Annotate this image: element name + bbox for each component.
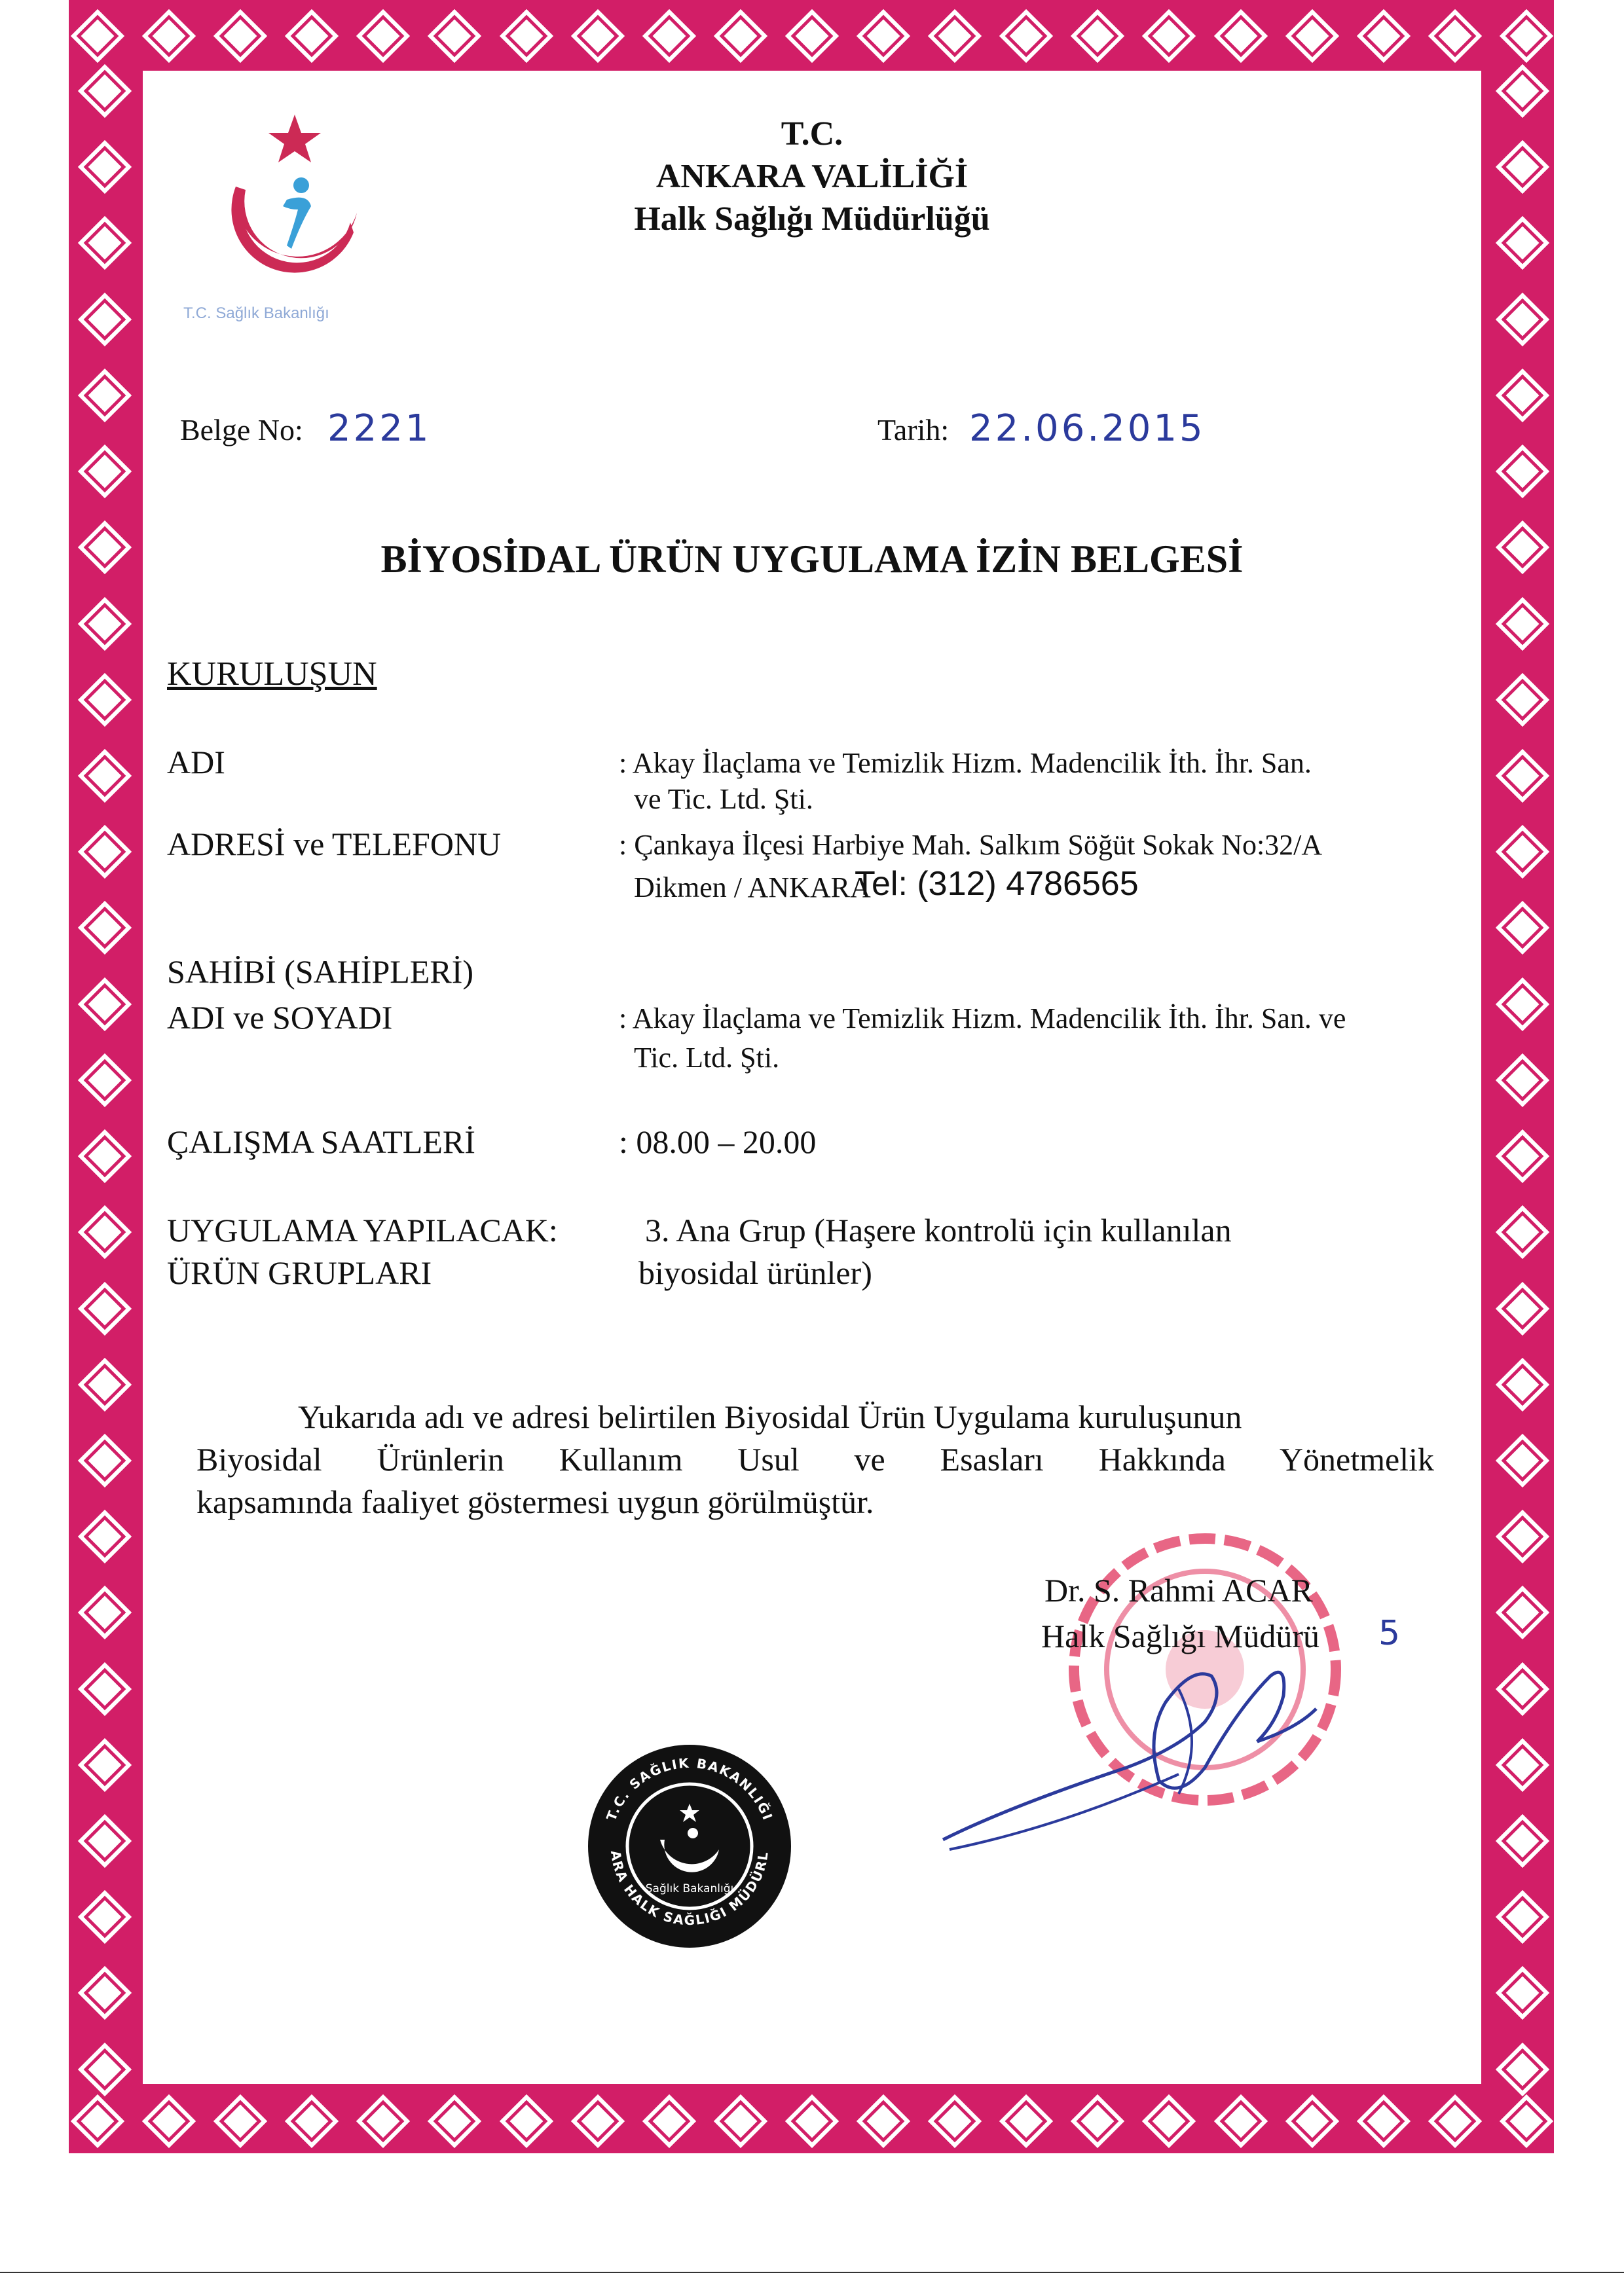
sahibi-value-line2: Tic. Ltd. Şti. xyxy=(634,1042,780,1074)
frame-diamond xyxy=(356,9,410,63)
frame-diamond xyxy=(213,2094,267,2148)
frame-diamond xyxy=(78,977,132,1031)
frame-diamond xyxy=(78,1890,132,1944)
frame-diamond xyxy=(213,9,267,63)
body-line3: kapsamında faaliyet göstermesi uygun görülmüştür. xyxy=(196,1484,874,1520)
frame-diamond xyxy=(571,9,625,63)
tarih-label: Tarih: xyxy=(877,413,950,446)
grup-value-line1: 3. Ana Grup (Haşere kontrolü için kullanılan xyxy=(645,1212,1232,1248)
frame-diamond xyxy=(78,749,132,803)
svg-text:Sağlık Bakanlığı: Sağlık Bakanlığı xyxy=(645,1882,734,1895)
frame-diamond xyxy=(1496,1281,1549,1335)
frame-diamond xyxy=(78,445,132,498)
frame-diamond xyxy=(714,9,767,63)
frame-diamond xyxy=(1496,2043,1549,2096)
telefon-value: Tel: (312) 4786565 xyxy=(855,865,1139,903)
frame-diamond xyxy=(1496,1358,1549,1412)
belge-no-label: Belge No: xyxy=(180,413,303,446)
frame-diamond xyxy=(1496,1205,1549,1259)
frame-diamond xyxy=(1496,1966,1549,2020)
frame-diamond xyxy=(78,1129,132,1183)
frame-diamond xyxy=(428,9,481,63)
header-tc: T.C. xyxy=(781,115,843,153)
frame-diamond xyxy=(1213,2094,1267,2148)
logo-caption: T.C. Sağlık Bakanlığı xyxy=(183,304,329,322)
frame-diamond xyxy=(1496,825,1549,879)
frame-diamond xyxy=(785,9,839,63)
frame-diamond xyxy=(1496,1662,1549,1716)
frame-diamond xyxy=(1496,977,1549,1031)
frame-diamond xyxy=(78,673,132,727)
grup-label-line1: UYGULAMA YAPILACAK: xyxy=(167,1212,558,1248)
frame-diamond xyxy=(78,2043,132,2096)
saat-value: : 08.00 – 20.00 xyxy=(619,1123,817,1160)
frame-diamond xyxy=(1285,2094,1339,2148)
frame-diamond xyxy=(1496,369,1549,422)
frame-diamond xyxy=(78,1510,132,1563)
frame-diamond xyxy=(78,1738,132,1792)
header-halk-sagligi: Halk Sağlığı Müdürlüğü xyxy=(634,200,990,238)
frame-diamond xyxy=(71,2094,124,2148)
frame-diamond xyxy=(78,1966,132,2020)
signer-role: Halk Sağlığı Müdürü xyxy=(1041,1618,1320,1654)
frame-diamond xyxy=(78,1434,132,1487)
frame-diamond xyxy=(1496,1053,1549,1107)
frame-bottom-pattern xyxy=(79,2092,1545,2151)
frame-diamond xyxy=(78,1281,132,1335)
frame-diamond xyxy=(1500,2094,1553,2148)
frame-diamond xyxy=(1071,9,1124,63)
frame-diamond xyxy=(78,597,132,651)
sahibi-label-line1: SAHİBİ (SAHİPLERİ) xyxy=(167,953,474,990)
sahibi-value-line1: : Akay İlaçlama ve Temizlik Hizm. Madencilik İth. İhr. San. ve xyxy=(619,1002,1346,1034)
frame-diamond xyxy=(1496,1890,1549,1944)
frame-diamond xyxy=(1213,9,1267,63)
frame-top-pattern xyxy=(79,7,1545,65)
frame-diamond xyxy=(1357,2094,1411,2148)
frame-diamond xyxy=(1496,1129,1549,1183)
frame-diamond xyxy=(78,369,132,422)
frame-diamond xyxy=(642,2094,696,2148)
frame-diamond xyxy=(285,2094,339,2148)
frame-diamond xyxy=(78,1814,132,1868)
frame-left-pattern xyxy=(72,72,138,2088)
document-title: BİYOSİDAL ÜRÜN UYGULAMA İZİN BELGESİ xyxy=(380,538,1244,581)
frame-diamond xyxy=(1496,293,1549,346)
frame-diamond xyxy=(500,2094,553,2148)
official-seal xyxy=(585,1741,794,1951)
frame-diamond xyxy=(1285,9,1339,63)
signature-mark: 5 xyxy=(1378,1614,1403,1653)
frame-diamond xyxy=(142,9,196,63)
frame-diamond xyxy=(356,2094,410,2148)
frame-diamond xyxy=(642,9,696,63)
frame-diamond xyxy=(1496,1586,1549,1639)
frame-diamond xyxy=(1428,9,1482,63)
adi-value-line2: ve Tic. Ltd. Şti. xyxy=(634,783,813,815)
adres-value-line2: Dikmen / ANKARA xyxy=(634,871,871,903)
frame-diamond xyxy=(1142,9,1196,63)
frame-diamond xyxy=(928,2094,982,2148)
header-ankara-valiligi: ANKARA VALİLİĞİ xyxy=(655,158,969,195)
frame-diamond xyxy=(78,1662,132,1716)
frame-diamond xyxy=(928,9,982,63)
signer-name: Dr. S. Rahmi ACAR xyxy=(1044,1572,1313,1609)
svg-text:ANKARA HALK SAĞLIĞI MÜDÜRLÜĞÜ: ARA HALK SAĞLIĞI MÜDÜRL xyxy=(607,1849,771,1929)
frame-diamond xyxy=(857,2094,910,2148)
frame-diamond xyxy=(999,2094,1053,2148)
frame-diamond xyxy=(1428,2094,1482,2148)
belge-no-value: 2221 xyxy=(327,407,432,450)
adi-label: ADI xyxy=(167,744,225,780)
signature-scribble-icon xyxy=(930,1650,1323,1866)
adres-label: ADRESİ ve TELEFONU xyxy=(167,826,502,862)
adres-value-line1: : Çankaya İlçesi Harbiye Mah. Salkım Söğüt Sokak No:32/A xyxy=(619,829,1323,861)
frame-diamond xyxy=(1496,1510,1549,1563)
frame-diamond xyxy=(1496,749,1549,803)
frame-diamond xyxy=(1496,64,1549,118)
section-heading: KURULUŞUN xyxy=(167,655,377,693)
sahibi-label-line2: ADI ve SOYADI xyxy=(167,999,393,1036)
tarih-value: 22.06.2015 xyxy=(969,407,1206,450)
frame-diamond xyxy=(1071,2094,1124,2148)
frame-diamond xyxy=(999,9,1053,63)
frame-diamond xyxy=(1496,1814,1549,1868)
frame-diamond xyxy=(1496,597,1549,651)
frame-diamond xyxy=(78,293,132,346)
body-line2: Biyosidal Ürünlerin Kullanım Usul ve Esasları Hakkında Yönetmelik xyxy=(196,1441,1434,1478)
frame-diamond xyxy=(71,9,124,63)
frame-diamond xyxy=(500,9,553,63)
frame-diamond xyxy=(1500,9,1553,63)
frame-diamond xyxy=(78,825,132,879)
frame-diamond xyxy=(78,1586,132,1639)
seal-icon xyxy=(585,1741,794,1951)
frame-diamond xyxy=(428,2094,481,2148)
frame-diamond xyxy=(1496,673,1549,727)
adi-value-line1: : Akay İlaçlama ve Temizlik Hizm. Madencilik İth. İhr. San. xyxy=(619,747,1312,779)
frame-diamond xyxy=(1357,9,1411,63)
frame-diamond xyxy=(1142,2094,1196,2148)
frame-diamond xyxy=(285,9,339,63)
frame-diamond xyxy=(714,2094,767,2148)
frame-diamond xyxy=(142,2094,196,2148)
frame-diamond xyxy=(1496,445,1549,498)
saat-label: ÇALIŞMA SAATLERİ xyxy=(167,1123,475,1160)
frame-diamond xyxy=(78,1358,132,1412)
frame-diamond xyxy=(785,2094,839,2148)
frame-diamond xyxy=(78,1205,132,1259)
svg-text:T.C. SAĞLIK BAKANLIĞI: T.C. SAĞLIK BAKANLIĞI xyxy=(603,1755,776,1823)
frame-right-pattern xyxy=(1490,72,1555,2088)
frame-diamond xyxy=(78,901,132,955)
body-line1: Yukarıda adı ve adresi belirtilen Biyosidal Ürün Uygulama kuruluşunun xyxy=(298,1398,1242,1435)
scan-bottom-line xyxy=(0,2272,1624,2273)
frame-diamond xyxy=(857,9,910,63)
grup-value-line2: biyosidal ürünler) xyxy=(638,1254,872,1291)
frame-diamond xyxy=(1496,1434,1549,1487)
frame-diamond xyxy=(1496,901,1549,955)
frame-diamond xyxy=(571,2094,625,2148)
frame-diamond xyxy=(78,1053,132,1107)
frame-diamond xyxy=(1496,1738,1549,1792)
grup-label-line2: ÜRÜN GRUPLARI xyxy=(167,1254,432,1291)
frame-diamond xyxy=(78,64,132,118)
